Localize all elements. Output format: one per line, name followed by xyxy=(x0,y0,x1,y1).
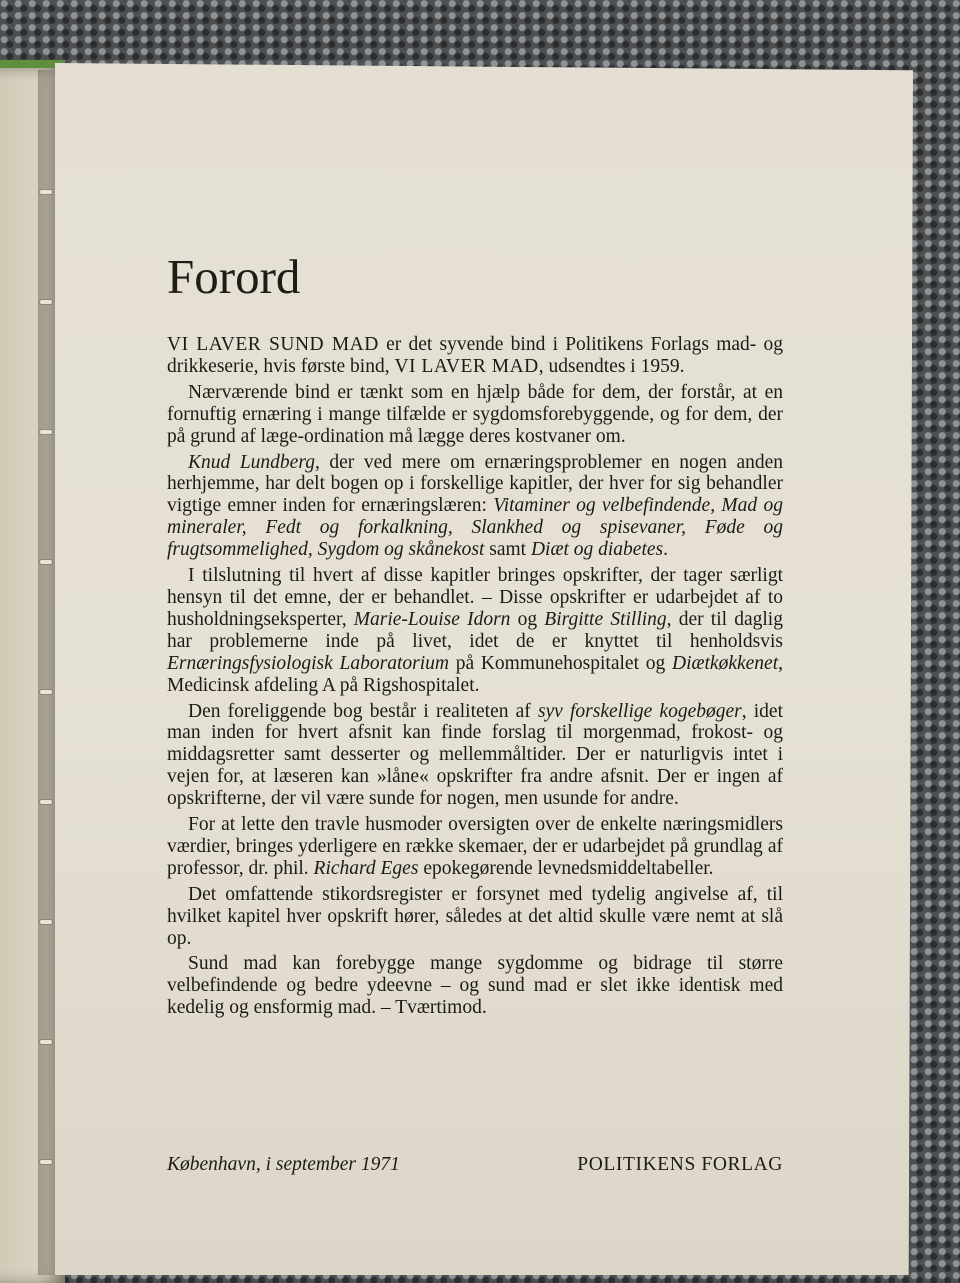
text-run: , idet man inden for hvert afsnit kan finde forslag til morgenmad, frokost- og middagsretter samt desserter og mellemmåltider. Der er naturligvis intet i vejen for, at læseren kan »låne« opskrifter fra andre afsnit. Der er ingen af opskrifterne, der vil være sunde for nogen, men usunde for andre. xyxy=(167,700,784,810)
binding-stitch xyxy=(40,1160,52,1164)
paragraph-1 xyxy=(167,334,783,378)
place-date: København, i september 1971 xyxy=(167,1154,400,1175)
paragraph-6 xyxy=(167,814,783,880)
italic-run: Knud Lundberg xyxy=(188,451,315,473)
italic-run: Richard Eges xyxy=(313,857,419,879)
text-run: VI LAVER SUND MAD xyxy=(167,334,379,355)
page-title: Forord xyxy=(167,249,301,304)
text-run: Nærværende bind er tænkt som en hjælp både for dem, der forstår, at en fornuftig ernæring i mange tilfælde er sygdomsforebyggende, og for dem, der på grund af læge-ordination må lægge deres kostvaner om. xyxy=(167,381,783,447)
binding-stitch xyxy=(40,190,52,194)
text-run: , Medicinsk afdeling A på Rigshospitalet. xyxy=(167,652,783,696)
foreword-body xyxy=(167,334,783,1023)
italic-run: Diæt og diabetes xyxy=(530,539,664,561)
binding-stitch xyxy=(40,430,52,434)
text-run: epokegørende levnedsmiddeltabeller. xyxy=(418,857,714,879)
text-run: samt xyxy=(484,539,531,561)
paragraph-2 xyxy=(167,382,783,448)
publisher-name: POLITIKENS FORLAG xyxy=(577,1154,783,1175)
paragraph-3 xyxy=(167,452,783,562)
text-run: Den foreliggende bog består i realiteten af xyxy=(188,700,538,722)
text-run: VI LAVER MAD xyxy=(394,355,539,377)
binding-stitch xyxy=(40,690,52,694)
text-run: Det omfattende stikordsregister er forsynet med tydelig angivelse af, til hvilket kapitel hver opskrift hører, således at det altid skulle være nemt at slå op. xyxy=(167,883,783,949)
italic-run: Ernæringsfysiologisk Laboratorium xyxy=(167,652,449,674)
text-run: , der til daglig har problemerne inde på livet, idet de er knyttet til henholdsvis xyxy=(167,608,783,652)
text-run: , udsendtes i 1959. xyxy=(538,355,685,377)
text-run: , der ved mere om ernæringsproblemer en nogen anden herhjemme, har delt bogen op i forskellige kapitler, der hver for sig behandler vigtige emner inden for ernæringslæren: xyxy=(167,451,783,517)
paragraph-8 xyxy=(167,953,783,1019)
italic-run: Vitaminer og velbefindende, Mad og mineraler, Fedt og forkalkning, Slankhed og spisevaner, Føde og frugtsommelighed, Sygdom og skånekost xyxy=(167,495,783,561)
italic-run: syv forskellige kogebøger xyxy=(537,700,742,722)
paragraph-4 xyxy=(167,565,783,696)
paragraph-7 xyxy=(167,884,783,950)
binding-stitch xyxy=(40,920,52,924)
text-run: . xyxy=(663,539,669,561)
binding-stitch xyxy=(40,560,52,564)
italic-run: Marie-Louise Idorn xyxy=(353,608,511,630)
text-run: Sund mad kan forebygge mange sygdomme og bidrage til større velbefindende og bedre ydeevne – og sund mad er slet ikke identisk med kedelig og ensformig mad. – Tværtimod. xyxy=(167,953,783,1019)
binding-stitch xyxy=(40,1040,52,1044)
binding-stitch xyxy=(40,300,52,304)
text-run: er det syvende bind i Politikens Forlags mad- og drikkeserie, hvis første bind, xyxy=(167,334,783,377)
italic-run: Diætkøkkenet xyxy=(672,652,779,674)
text-run: på Kommunehospitalet og xyxy=(448,652,672,674)
paragraph-5 xyxy=(167,701,783,811)
italic-run: Birgitte Stilling xyxy=(544,608,667,630)
binding-stitch xyxy=(40,800,52,804)
text-run: I tilslutning til hvert af disse kapitler bringes opskrifter, der tager særligt hensyn til det emne, der er behandlet. – Disse opskrifter er udarbejdet af to husholdningseksperter, xyxy=(167,565,783,630)
text-run: og xyxy=(510,608,545,630)
text-run: For at lette den travle husmoder oversigten over de enkelte næringsmidlers værdier, bringes yderligere en række skemaer, der er udarbejdet på grundlag af professor, dr. phil. xyxy=(167,814,783,879)
